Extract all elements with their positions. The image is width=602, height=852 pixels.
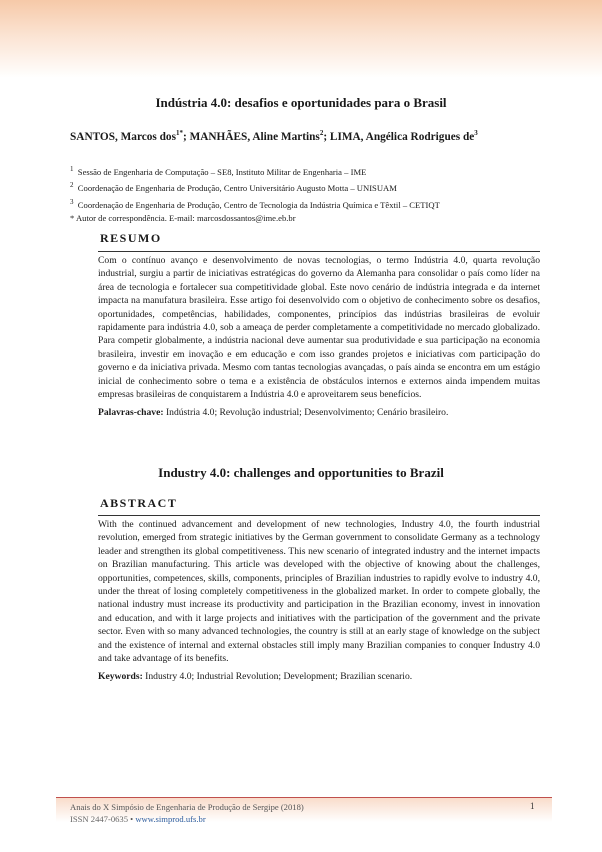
author-name: SANTOS, Marcos dos <box>70 130 176 143</box>
header-decoration <box>0 0 602 78</box>
correspondence-note: * Autor de correspondência. E-mail: marcosdossantos@ime.eb.br <box>70 213 296 224</box>
author-name: LIMA, Angélica Rodrigues de <box>329 130 475 143</box>
abstract-keywords: Keywords: Industry 4.0; Industrial Revolution; Development; Brazilian scenario. <box>98 671 413 683</box>
author-mark: 3 <box>474 129 478 137</box>
affiliation-item: $^2$ Coordenação de Engenharia de Produção, Centro Universitário Augusto Motta – UNISUAM <box>70 181 397 194</box>
resumo-box <box>98 251 540 420</box>
affiliation-item: $^1$ Sessão de Engenharia de Computação – SE8, Instituto Militar de Engenharia – IME <box>70 165 367 177</box>
affiliation-item: $^3$ Coordenação de Engenharia de Produção, Centro de Tecnologia da Indústria Química e Têxtil – CETIQT <box>70 197 440 210</box>
paper-title-english: Industry 4.0: challenges and opportunities to Brazil <box>158 465 444 480</box>
author-name: MANHÃES, Aline Martins <box>189 130 320 143</box>
footer-info <box>70 801 304 825</box>
page-number: 1 <box>530 801 535 811</box>
resumo-keywords: Palavras-chave: Indústria 4.0; Revolução industrial; Desenvolvimento; Cenário brasileiro. <box>98 407 449 419</box>
resumo-body: Com o contínuo avanço e desenvolvimento de novas tecnologias, o termo Indústria 4.0, quarta revolução industrial, surgiu a partir de iniciativas estratégicas do governo da Alemanha para consolidar o país como líder na área de tecnologia e fortalecer sua competitividade global. Este novo cenário de indústria integrada e da internet impacta na manufatura brasileira. Esse artigo foi desenvolvido com o objetivo de conhecimento sobre os desafios, oportunidades, competências, habilidades, componentes, princípios das indústrias brasileiras de evoluir rapidamente para indústria 4.0, sob a ameaça de perder completamente a competitividade no mercado globalizado. Para competir globalmente, a indústria nacional deve aumentar sua produtividade e sua participação na economia brasileira, investir em inovação e em educação e com isso grandes projetos e iniciativas com participação do governo e da iniciativa privada. Mesmo com tantas tecnologias avançadas, o país ainda se encontra em um estágio inicial de conhecimento sobre o tema e a existência de obstáculos internos e externos ainda impendem muitas empresas brasileiras de conquistarem a Indústria 4.0 e aproveitarem seus benefícios. <box>98 255 540 401</box>
proceedings-name: Anais do X Simpósio de Engenharia de Produção de Sergipe (2018) <box>70 802 304 812</box>
author-list: SANTOS, Marcos dos$^{1*}$; MANHÃES, Aline Martins$^2$; LIMA, Angélica Rodrigues $de^3$ <box>70 129 478 143</box>
footer-separator: • <box>130 814 134 824</box>
abstract-box <box>98 515 540 684</box>
website-link[interactable]: www.simprod.ufs.br <box>135 814 206 824</box>
resumo-heading: RESUMO <box>100 231 162 245</box>
author-mark: 1* <box>175 129 183 137</box>
affiliations <box>70 163 550 226</box>
issn-number: ISSN 2447-0635 <box>70 814 129 824</box>
paper-title: Indústria 4.0: desafios e oportunidades para o Brasil <box>155 95 447 110</box>
abstract-heading: ABSTRACT <box>100 496 178 510</box>
author-mark: 2 <box>319 129 324 137</box>
abstract-body: With the continued advancement and development of new technologies, Industry 4.0, the fourth industrial revolution, emerged from strategic initiatives by the German government to consolidate Germany as a technology leader and strengthen its global competitiveness. This new scenario of integrated industry and the internet impacts on Brazilian manufacturing. This article was developed with the objective of knowing about the challenges, opportunities, competences, skills, components, principles of Brazilian industries to rapidly evolve to industry 4.0, under the threat of losing completely competitiveness in the globalized market. In order to compete globally, the national industry must increase its productivity and participation in the Brazilian economy, invest in innovation and education, and with it large projects and initiatives with the participation of the government and the private sector. Even with so many advanced technologies, the country is still at an early stage of knowledge on the subject and the existence of internal and external obstacles still imply many Brazilian companies to conquer Industry 4.0 and take advantage of its benefits. <box>98 519 540 665</box>
